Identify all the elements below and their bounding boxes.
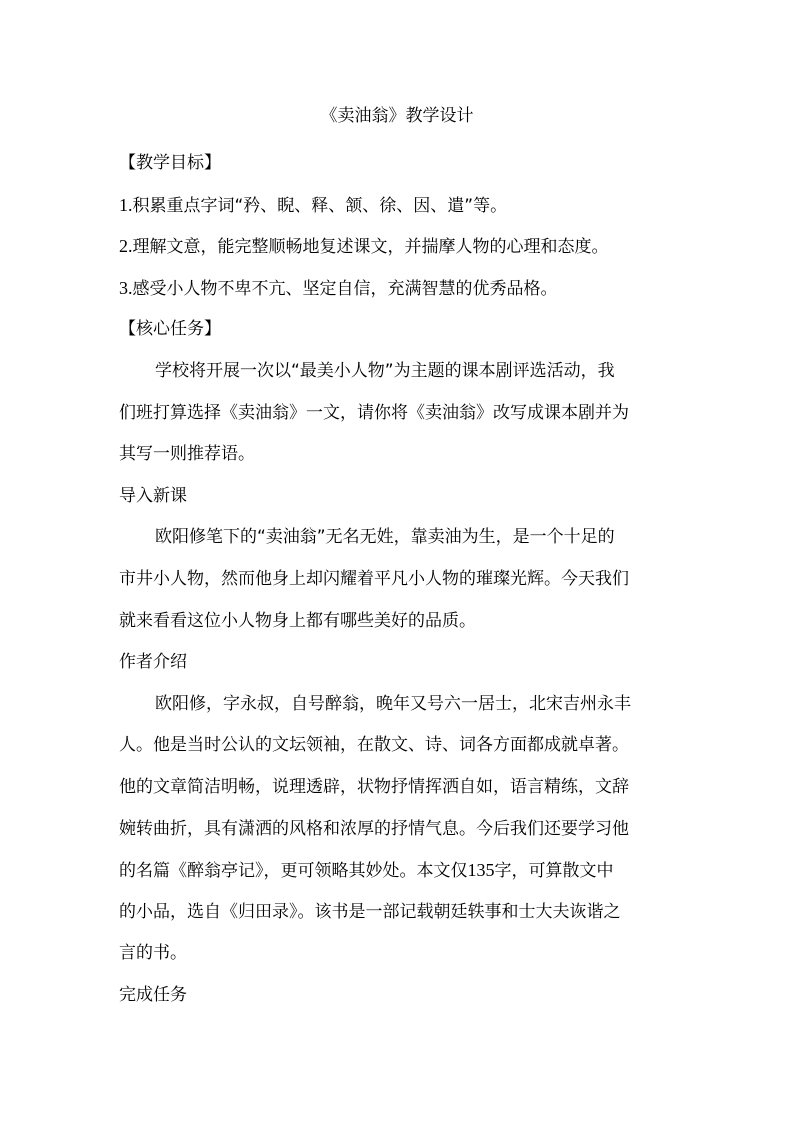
intro-line: 市井小人物，然而他身上却闪耀着平凡小人物的璀璨光辉。今天我们 <box>119 568 629 589</box>
objective-text: 理解文意，能完整顺畅地复述课文，并揣摩人物的心理和态度。 <box>132 237 609 258</box>
author-line: 的小品，选自《归田录》。该书是一部记载朝廷轶事和士大夫诙谐之 <box>119 901 621 922</box>
author-line <box>119 850 679 892</box>
objective-number: 1. <box>119 194 133 215</box>
author-line: 他的文章简洁明畅，说理透辟，状物抒情挥洒自如，语言精练，文辞 <box>119 776 629 797</box>
intro-heading: 导入新课 <box>119 485 187 506</box>
objective-text: 感受小人物不卑不亢、坚定自信，充满智慧的优秀品格。 <box>132 278 558 299</box>
core-task-line: 们班打算选择《卖油翁》一文，请你将《卖油翁》改写成课本剧并为 <box>119 402 629 423</box>
author-line: 人。他是当时公认的文坛领袖，在散文、诗、词各方面都成就卓著。 <box>119 735 629 756</box>
author-line: 欧阳修，字永叔，自号醉翁，晚年又号六一居士，北宋吉州永丰 <box>155 693 631 714</box>
document-body <box>119 143 679 1016</box>
intro-line: 欧阳修笔下的“卖油翁”无名无姓，靠卖油为生，是一个十足的 <box>155 527 615 548</box>
objectives-heading: 【教学目标】 <box>119 153 221 173</box>
author-heading: 作者介绍 <box>119 652 187 673</box>
author-line-text: 的名篇《醉翁亭记》，更可领略其妙处。本文仅 <box>119 861 468 882</box>
core-task-line: 学校将开展一次以“最美小人物”为主题的课本剧评选活动，我 <box>155 360 615 381</box>
word-count-number: 135 <box>467 860 495 881</box>
objective-number: 2. <box>119 236 133 257</box>
objective-item-2 <box>119 226 679 268</box>
core-task-heading: 【核心任务】 <box>119 319 221 340</box>
core-task-line: 其写一则推荐语。 <box>119 444 255 465</box>
document-title: 《卖油翁》教学设计 <box>320 106 474 126</box>
complete-task-heading: 完成任务 <box>119 984 187 1005</box>
author-line: 言的书。 <box>119 943 187 964</box>
author-line-text: 字，可算散文中 <box>494 861 614 882</box>
objective-text: 积累重点字词“矜、睨、释、颔、徐、因、遣”等。 <box>132 195 508 216</box>
objective-item-1 <box>119 185 679 227</box>
author-line: 婉转曲折，具有潇洒的风格和浓厚的抒情气息。今后我们还要学习他 <box>119 818 629 839</box>
objective-item-3 <box>119 268 679 310</box>
objective-number: 3. <box>119 277 133 298</box>
intro-line: 就来看看这位小人物身上都有哪些美好的品质。 <box>119 610 476 631</box>
